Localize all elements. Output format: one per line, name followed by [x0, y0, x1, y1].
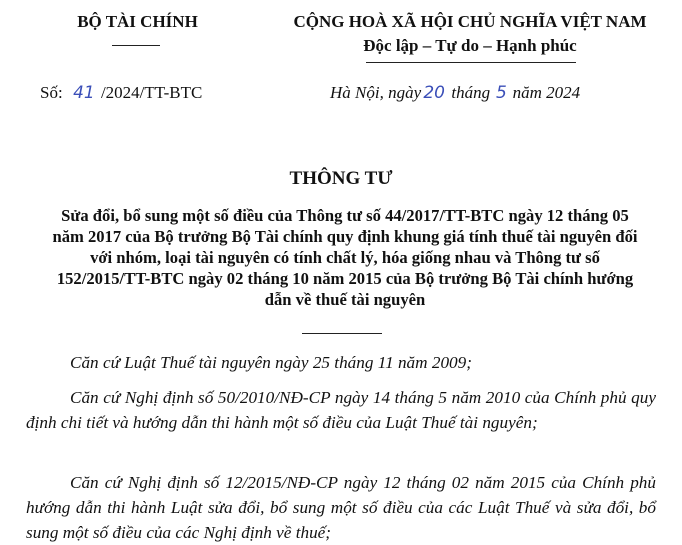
document-type: THÔNG TƯ — [289, 168, 393, 189]
document-number — [40, 83, 202, 103]
legal-basis-1: Căn cứ Luật Thuế tài nguyên ngày 25 tháng 11 năm 2009; — [70, 353, 472, 372]
national-motto: Độc lập – Tự do – Hạnh phúc — [363, 36, 577, 55]
issue-date — [330, 83, 580, 103]
handwritten-day: 20 — [423, 83, 445, 103]
handwritten-number: 41 — [73, 83, 95, 103]
number-prefix: Số: — [40, 83, 63, 102]
country-name: CỘNG HOÀ XÃ HỘI CHỦ NGHĨA VIỆT NAM — [293, 12, 647, 31]
motto-underline — [366, 62, 576, 63]
legal-basis-2: Căn cứ Nghị định số 50/2010/NĐ-CP ngày 14 tháng 5 năm 2010 của Chính phủ quy định chi tiết và hướng dẫn thi hành một số điều của Luật Thuế tài nguyên; — [26, 388, 656, 432]
legal-basis-3: Căn cứ Nghị định số 12/2015/NĐ-CP ngày 12 tháng 02 năm 2015 của Chính phủ hướng dẫn thi hành Luật sửa đổi, bổ sung một số điều của các Luật Thuế và sửa đổi, bổ sung một số điều của các Nghị định về thuế; — [26, 473, 656, 542]
ministry-underline — [112, 45, 160, 46]
date-month-word: tháng — [451, 83, 491, 102]
title-underline — [302, 333, 382, 334]
document-title: Sửa đổi, bổ sung một số điều của Thông tư số 44/2017/TT-BTC ngày 12 tháng 05 năm 2017 của Bộ trưởng Bộ Tài chính quy định khung giá tính thuế tài nguyên đối với nhóm, loại tài nguyên có tính chất lý, hóa giống nhau và Thông tư số 152/2015/TT-BTC ngày 02 tháng 10 năm 2015 của Bộ trưởng Bộ Tài chính hướng dẫn về thuế tài nguyên — [52, 206, 638, 309]
handwritten-month: 5 — [495, 83, 507, 103]
date-place: Hà Nội, ngày — [330, 83, 422, 102]
date-year: năm 2024 — [512, 83, 581, 102]
number-suffix: /2024/TT-BTC — [100, 83, 203, 102]
ministry-name: BỘ TÀI CHÍNH — [77, 12, 198, 31]
